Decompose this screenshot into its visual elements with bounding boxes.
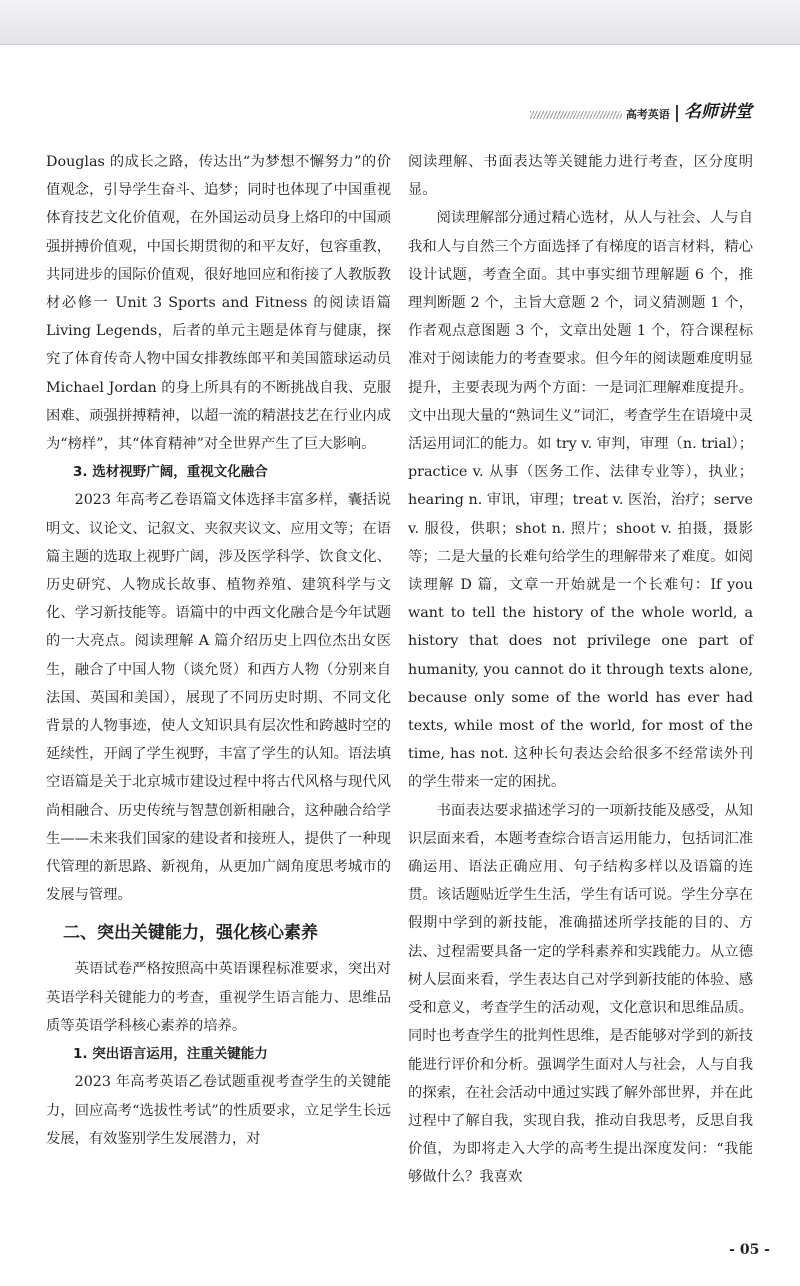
header-section: 高考英语 xyxy=(625,108,670,121)
paragraph: 阅读理解、书面表达等关键能力进行考查，区分度明显。 xyxy=(408,154,753,199)
left-column xyxy=(46,148,391,1153)
paragraph: 阅读理解部分通过精心选材，从人与社会、人与自我和人与自然三个方面选择了有梯度的语言材料，精心设计试题，考查全面。其中事实细节理解题 6 个，推理判断题 2 个，主旨大意题 2 个，词义猜测题 1 个，作者观点意图题 3 个，文章出处题 1 个，符合课程标准对于阅读能力的考查要求。但今年的阅读题难度明显提升，主要表现为两个方面：一是词汇理解难度提升。文中出现大量的“熟词生义”词汇，考查学生在语境中灵活运用词汇的能力。如 try v. 审判，审理（n. trial）；practice v. 从事（医务工作、法律专业等），执业；hearing n. 审讯，审理；treat v. 医治，治疗；serve v. 服役，供职；shot n. 照片；shoot v. 拍摄，摄影等；二是大量的长难句给学生的理解带来了难度。如阅读理解 D 篇，文章一开始就是一个长难句：If you want to tell the history of the whole world, a history that does not privilege one part of humanity, you cannot do it through texts alone, because only some of the world has ever had texts, while most of the world, for most of the time, has not. 这种长句表达会给很多不经常读外刊的学生带来一定的困扰。 xyxy=(408,210,753,791)
paragraph: 2023 年高考英语乙卷试题重视考查学生的关键能力，回应高考“选拔性考试”的性质要求，立足学生长远发展，有效鉴别学生发展潜力，对 xyxy=(46,1074,391,1147)
page-number: - 05 - xyxy=(729,1242,770,1258)
header-hatch-decoration xyxy=(530,111,622,119)
page-header xyxy=(530,100,752,122)
section-heading: 二、突出关键能力，强化核心素养 xyxy=(63,923,318,944)
paragraph: Douglas 的成长之路，传达出“为梦想不懈努力”的价值观念，引导学生奋斗、追梦；同时也体现了中国重视体育技艺文化价值观，在外国运动员身上烙印的中国顽强拼搏价值观，中国长期贯彻的和平友好，包容重教，共同进步的国际价值观，很好地回应和衔接了人教版教材必修一 Unit 3 Sports and Fitness 的阅读语篇 Living Legends，后者的单元主题是体育与健康，探究了体育传奇人物中国女排教练郎平和美国篮球运动员 Michael Jordan 的身上所具有的不断挑战自我、克服困难、顽强拼搏精神，以超一流的精湛技艺在行业内成为“榜样”，其“体育精神”对全世界产生了巨大影响。 xyxy=(46,154,391,453)
paragraph: 2023 年高考乙卷语篇文体选择丰富多样，囊括说明文、议论文、记叙文、夹叙夹议文、应用文等；在语篇主题的选取上视野广阔，涉及医学科学、饮食文化、历史研究、人物成长故事、植物养殖、建筑科学与文化、学习新技能等。语篇中的中西文化融合是今年试题的一大亮点。阅读理解 A 篇介绍历史上四位杰出女医生，融合了中国人物（谈允贤）和西方人物（分别来自法国、英国和美国），展现了不同历史时期、不同文化背景的人物事迹，使人文知识具有层次性和跨越时空的延续性，开阔了学生视野，丰富了学生的认知。语法填空语篇是关于北京城市建设过程中将古代风格与现代风尚相融合、历史传统与智慧创新相融合，这种融合给学生——未来我们国家的建设者和接班人，提供了一种现代管理的新思路、新视角，从更加广阔角度思考城市的发展与管理。 xyxy=(46,492,391,904)
right-column xyxy=(408,148,753,1192)
header-divider: | xyxy=(673,103,680,123)
paragraph: 英语试卷严格按照高中英语课程标准要求，突出对英语学科关键能力的考查，重视学生语言能力、思维品质等英语学科核心素养的培养。 xyxy=(46,961,391,1034)
paragraph: 书面表达要求描述学习的一项新技能及感受，从知识层面来看，本题考查综合语言运用能力，包括词汇准确运用、语法正确应用、句子结构多样以及语篇的连贯。该话题贴近学生生活，学生有话可说。学生分享在假期中学到的新技能，准确描述所学技能的目的、方法、过程需要具备一定的学科素养和实践能力。从立德树人层面来看，学生表达自己对学到新技能的体验、感受和意义，考查学生的活动观，文化意识和思维品质。同时也考查学生的批判性思维，是否能够对学到的新技能进行评价和分析。强调学生面对人与社会，人与自我的探索，在社会活动中通过实践了解外部世界，并在此过程中了解自我，实现自我，推动自我思考，反思自我价值，为即将走入大学的高考生提出深度发问：“我能够做什么？我喜欢 xyxy=(408,802,753,1186)
top-bar xyxy=(0,0,800,45)
header-column-title: 名师讲堂 xyxy=(684,102,752,122)
subsection-heading: 1. 突出语言运用，注重关键能力 xyxy=(73,1046,268,1063)
subsection-heading: 3. 选材视野广阔，重视文化融合 xyxy=(73,464,268,481)
